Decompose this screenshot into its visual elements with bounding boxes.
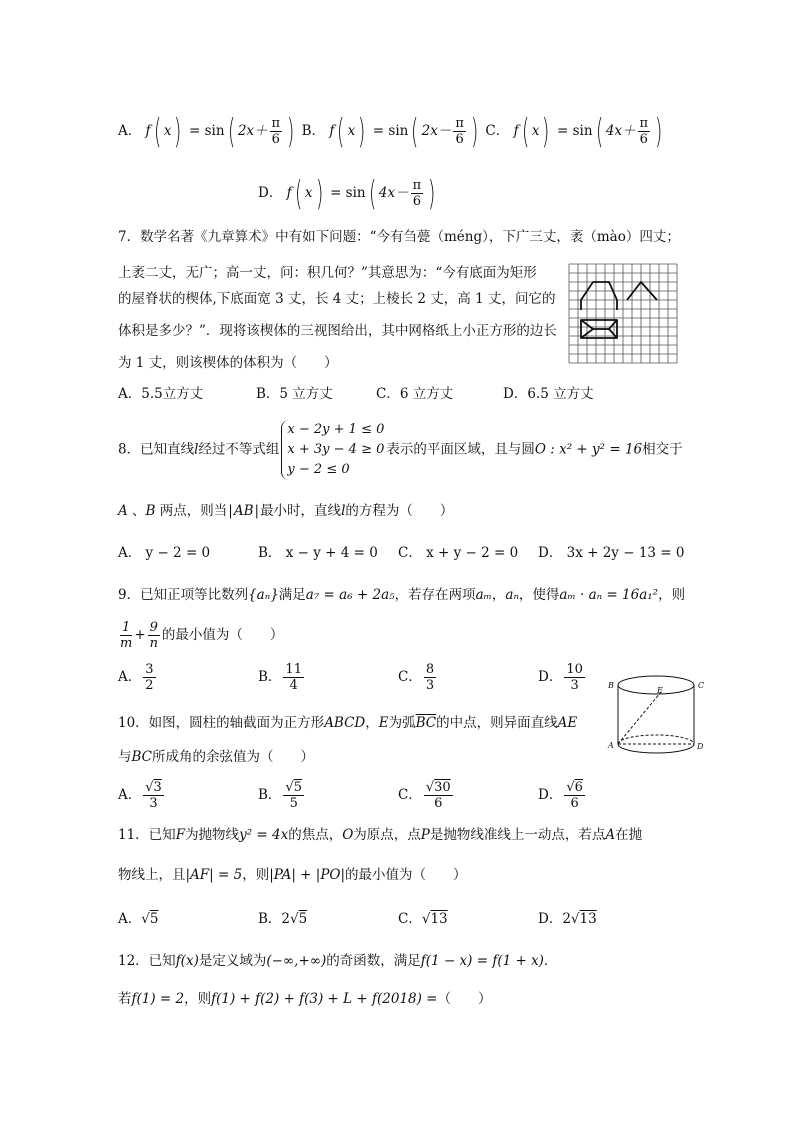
q6-option-a[interactable]: A． f( x) = sin( 2x＋ $\frac{\pi}{6}$ ) (118, 111, 295, 152)
cylinder-top-ellipse (618, 676, 694, 694)
q8-option-c[interactable]: C． x + y − 2 = 0 (398, 545, 519, 561)
fig-label-c: C (698, 681, 705, 690)
fig-label-d: D (697, 742, 704, 751)
q9-option-b[interactable]: B． $\frac{11}{4}$ (258, 662, 302, 693)
q12-line-2: 若f(1) = 2，则f(1) + f(2) + f(3) + L + f(2018) =（ ） (118, 991, 492, 1007)
q9-option-d[interactable]: D． $\frac{10}{3}$ (538, 662, 583, 693)
q8-line-2: A 、B 两点，则当|AB|最小时，直线l的方程为（ ） (118, 503, 454, 519)
q10-option-d[interactable]: D． $\frac{√6}{6}$ (538, 780, 583, 811)
q10-line-1: 10．如图，圆柱的轴截面为正方形ABCD，E为弧$\overline{BC}$的中点，则异面直线AE (118, 715, 578, 731)
q9-line-2: $\frac{1}{m}$ + $\frac{9}{n}$ 的最小值为（ ） (120, 620, 284, 651)
q11-option-b[interactable]: B．2√5 (258, 911, 308, 927)
q9-option-c[interactable]: C． $\frac{8}{3}$ (398, 662, 435, 693)
q8-option-a[interactable]: A． y − 2 = 0 (118, 545, 211, 561)
q10-option-a[interactable]: A． $\frac{√3}{3}$ (118, 780, 162, 811)
q10-option-b[interactable]: B． $\frac{√5}{5}$ (258, 780, 302, 811)
q9-option-a[interactable]: A． $\frac{3}{2}$ (118, 662, 154, 693)
q6-option-c[interactable]: C． f( x) = sin( 4x＋ $\frac{\pi}{6}$ ) (485, 111, 663, 152)
q8-option-d[interactable]: D． 3x + 2y − 13 = 0 (538, 545, 685, 561)
q12-line-1: 12．已知f(x)是定义域为(−∞,+∞)的奇函数，满足f(1 − x) = f(1 + x)． (118, 953, 558, 969)
fig-label-b: B (608, 681, 614, 690)
q8-option-b[interactable]: B． x − y + 4 = 0 (258, 545, 378, 561)
q8-line-1: 8．已知直线l经过不等式组 x − 2y + 1 ≤ 0 x + 3y − 4 ≥ 0 y − 2 ≤ 0 表示的平面区域，且与圆O : x² + y² = 16相交于 (118, 420, 683, 480)
q10-cylinder-figure (606, 670, 712, 756)
q11-option-c[interactable]: C．√13 (398, 911, 448, 927)
inequality-system: x − 2y + 1 ≤ 0 x + 3y − 4 ≥ 0 y − 2 ≤ 0 (281, 420, 384, 480)
q6-options-row (118, 111, 665, 152)
fig-label-e: E (657, 686, 663, 695)
q11-option-d[interactable]: D．2√13 (538, 911, 597, 927)
segment-ae (618, 692, 661, 744)
q11-option-a[interactable]: A．√5 (118, 911, 159, 927)
front-view-shape (581, 282, 617, 310)
q11-line-2: 物线上，且|AF| = 5，则|PA| + |PO|的最小值为（ ） (118, 867, 467, 883)
fig-label-a: A (608, 741, 614, 750)
q7-option-a[interactable]: A．5.5立方丈 (118, 386, 204, 402)
q11-line-1: 11．已知F为抛物线y² = 4x的焦点，O为原点，点P是抛物线准线上一动点，若点A在抛 (118, 827, 643, 843)
q10-option-c[interactable]: C． $\frac{√30}{6}$ (398, 780, 451, 811)
q10-line-2: 与BC所成角的余弦值为（ ） (118, 749, 315, 765)
q6-option-d[interactable]: D． f( x) = sin( 4x－ $\frac{\pi}{6}$ ) (258, 173, 436, 214)
q7-option-b[interactable]: B．5 立方丈 (256, 386, 333, 402)
q7-option-d[interactable]: D．6.5 立方丈 (503, 386, 594, 402)
q7-line-3: 的屋脊状的楔体,下底面宽 3 丈，长 4 丈；上棱长 2 丈，高 1 丈，问它的 (118, 291, 556, 307)
q7-line-4: 体积是多少？”．现将该楔体的三视图给出，其中网格纸上小正方形的边长 (118, 323, 557, 339)
q7-line-5: 为 1 丈，则该楔体的体积为（ ） (118, 355, 338, 371)
q7-line-2: 上袤二丈，无广；高一丈，问：积几何？”其意思为：“今有底面为矩形 (118, 265, 537, 281)
q7-option-c[interactable]: C．6 立方丈 (376, 386, 454, 402)
q7-line-1: 7．数学名著《九章算术》中有如下问题：“今有刍甍（méng），下广三丈，袤（mào）四丈； (118, 229, 680, 245)
q9-line-1: 9．已知正项等比数列{aₙ}满足a₇ = a₆ + 2a₅，若存在两项aₘ，aₙ，使得aₘ · aₙ = 16a₁²，则 (118, 587, 686, 603)
q7-three-view-figure (566, 262, 678, 368)
q6-option-b[interactable]: B． f( x) = sin( 2x－ $\frac{\pi}{6}$ ) (301, 111, 479, 152)
